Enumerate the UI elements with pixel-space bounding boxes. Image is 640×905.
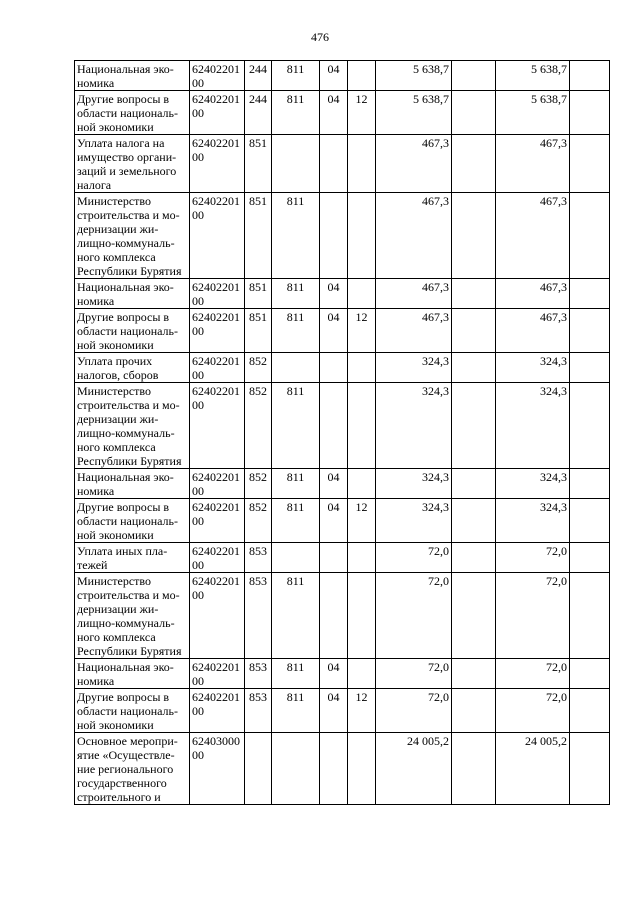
- cell-name: Уплата иных пла- тежей: [75, 543, 190, 573]
- cell-amount-1: 72,0: [376, 573, 452, 659]
- cell-name: Другие вопросы в области националь- ной экономики: [75, 91, 190, 135]
- cell-ministry-code: [272, 353, 320, 383]
- cell-expense-type: 851: [245, 193, 272, 279]
- cell-amount-1: 72,0: [376, 659, 452, 689]
- cell-section: [320, 135, 348, 193]
- cell-subsection: [348, 383, 376, 469]
- cell-amount-3: 5 638,7: [496, 61, 570, 91]
- cell-amount-4: [570, 469, 610, 499]
- cell-amount-4: [570, 279, 610, 309]
- cell-amount-1: 5 638,7: [376, 61, 452, 91]
- cell-name: Другие вопросы в области националь- ной экономики: [75, 309, 190, 353]
- cell-subsection: [348, 543, 376, 573]
- cell-target-code: 62402201 00: [190, 659, 245, 689]
- table-row: [75, 353, 610, 383]
- cell-name: Национальная эко- номика: [75, 659, 190, 689]
- cell-amount-1: 467,3: [376, 193, 452, 279]
- cell-amount-2: [452, 353, 496, 383]
- cell-amount-4: [570, 91, 610, 135]
- cell-expense-type: 852: [245, 469, 272, 499]
- cell-amount-3: 467,3: [496, 135, 570, 193]
- cell-amount-1: 324,3: [376, 383, 452, 469]
- cell-amount-1: 467,3: [376, 135, 452, 193]
- table-row: [75, 61, 610, 91]
- cell-subsection: [348, 279, 376, 309]
- cell-amount-2: [452, 733, 496, 805]
- cell-amount-1: 24 005,2: [376, 733, 452, 805]
- cell-section: [320, 733, 348, 805]
- cell-amount-3: 5 638,7: [496, 91, 570, 135]
- cell-name: Другие вопросы в области националь- ной экономики: [75, 689, 190, 733]
- table-row: [75, 279, 610, 309]
- cell-name: Основное меропри- ятие «Осуществле- ние регионального государственного строительного и: [75, 733, 190, 805]
- cell-amount-3: 72,0: [496, 543, 570, 573]
- table-row: [75, 543, 610, 573]
- cell-section: 04: [320, 499, 348, 543]
- cell-amount-3: 72,0: [496, 689, 570, 733]
- table-row: [75, 499, 610, 543]
- cell-amount-2: [452, 543, 496, 573]
- cell-target-code: 62402201 00: [190, 573, 245, 659]
- cell-target-code: 62402201 00: [190, 279, 245, 309]
- cell-subsection: 12: [348, 499, 376, 543]
- cell-expense-type: 853: [245, 543, 272, 573]
- cell-subsection: [348, 193, 376, 279]
- table-row: [75, 689, 610, 733]
- cell-section: [320, 353, 348, 383]
- page-number: 476: [311, 30, 329, 44]
- table-row: [75, 91, 610, 135]
- cell-amount-2: [452, 573, 496, 659]
- cell-expense-type: 852: [245, 383, 272, 469]
- cell-ministry-code: 811: [272, 61, 320, 91]
- cell-amount-3: 467,3: [496, 193, 570, 279]
- cell-amount-4: [570, 353, 610, 383]
- cell-amount-3: 324,3: [496, 383, 570, 469]
- table-row: [75, 135, 610, 193]
- cell-target-code: 62402201 00: [190, 469, 245, 499]
- cell-section: 04: [320, 659, 348, 689]
- cell-amount-4: [570, 573, 610, 659]
- cell-expense-type: 853: [245, 573, 272, 659]
- cell-expense-type: [245, 733, 272, 805]
- cell-name: Национальная эко- номика: [75, 469, 190, 499]
- cell-amount-1: 324,3: [376, 469, 452, 499]
- cell-subsection: [348, 573, 376, 659]
- cell-section: [320, 383, 348, 469]
- cell-name: Министерство строительства и мо- дернизации жи- лищно-коммуналь- ного комплекса Республики Бурятия: [75, 573, 190, 659]
- cell-target-code: 62402201 00: [190, 309, 245, 353]
- cell-subsection: [348, 61, 376, 91]
- cell-amount-4: [570, 383, 610, 469]
- cell-amount-1: 5 638,7: [376, 91, 452, 135]
- cell-target-code: 62403000 00: [190, 733, 245, 805]
- cell-amount-4: [570, 659, 610, 689]
- cell-amount-3: 467,3: [496, 279, 570, 309]
- cell-ministry-code: 811: [272, 659, 320, 689]
- cell-subsection: [348, 469, 376, 499]
- cell-name: Уплата налога на имущество органи- заций и земельного налога: [75, 135, 190, 193]
- cell-section: [320, 543, 348, 573]
- cell-subsection: 12: [348, 309, 376, 353]
- cell-target-code: 62402201 00: [190, 61, 245, 91]
- cell-amount-4: [570, 193, 610, 279]
- cell-amount-2: [452, 193, 496, 279]
- cell-name: Национальная эко- номика: [75, 61, 190, 91]
- cell-expense-type: 853: [245, 659, 272, 689]
- cell-section: [320, 193, 348, 279]
- cell-subsection: [348, 135, 376, 193]
- cell-amount-2: [452, 279, 496, 309]
- cell-section: 04: [320, 61, 348, 91]
- cell-amount-3: 324,3: [496, 469, 570, 499]
- cell-amount-1: 324,3: [376, 353, 452, 383]
- cell-section: 04: [320, 689, 348, 733]
- cell-expense-type: 852: [245, 353, 272, 383]
- cell-amount-3: 324,3: [496, 499, 570, 543]
- cell-subsection: [348, 659, 376, 689]
- cell-expense-type: 853: [245, 689, 272, 733]
- cell-amount-1: 467,3: [376, 279, 452, 309]
- cell-amount-2: [452, 309, 496, 353]
- table-row: [75, 469, 610, 499]
- cell-subsection: 12: [348, 689, 376, 733]
- cell-expense-type: 244: [245, 61, 272, 91]
- cell-expense-type: 851: [245, 279, 272, 309]
- cell-section: 04: [320, 309, 348, 353]
- cell-subsection: [348, 353, 376, 383]
- cell-amount-4: [570, 733, 610, 805]
- cell-name: Национальная эко- номика: [75, 279, 190, 309]
- cell-amount-1: 324,3: [376, 499, 452, 543]
- cell-target-code: 62402201 00: [190, 499, 245, 543]
- cell-name: Другие вопросы в области националь- ной экономики: [75, 499, 190, 543]
- cell-amount-3: 467,3: [496, 309, 570, 353]
- cell-target-code: 62402201 00: [190, 543, 245, 573]
- cell-amount-3: 324,3: [496, 353, 570, 383]
- cell-amount-2: [452, 91, 496, 135]
- cell-section: 04: [320, 469, 348, 499]
- cell-section: [320, 573, 348, 659]
- cell-ministry-code: 811: [272, 499, 320, 543]
- cell-target-code: 62402201 00: [190, 135, 245, 193]
- cell-ministry-code: 811: [272, 469, 320, 499]
- table-row: [75, 573, 610, 659]
- cell-ministry-code: 811: [272, 689, 320, 733]
- cell-ministry-code: 811: [272, 91, 320, 135]
- table-row: [75, 309, 610, 353]
- cell-expense-type: 851: [245, 135, 272, 193]
- cell-ministry-code: [272, 543, 320, 573]
- cell-amount-2: [452, 469, 496, 499]
- cell-amount-4: [570, 61, 610, 91]
- cell-expense-type: 852: [245, 499, 272, 543]
- cell-section: 04: [320, 279, 348, 309]
- cell-ministry-code: 811: [272, 193, 320, 279]
- cell-name: Министерство строительства и мо- дернизации жи- лищно-коммуналь- ного комплекса Республики Бурятия: [75, 383, 190, 469]
- cell-amount-1: 72,0: [376, 543, 452, 573]
- cell-amount-2: [452, 499, 496, 543]
- cell-amount-3: 72,0: [496, 573, 570, 659]
- cell-expense-type: 244: [245, 91, 272, 135]
- cell-ministry-code: 811: [272, 309, 320, 353]
- cell-amount-4: [570, 309, 610, 353]
- cell-target-code: 62402201 00: [190, 193, 245, 279]
- cell-amount-4: [570, 135, 610, 193]
- cell-amount-2: [452, 135, 496, 193]
- cell-amount-1: 72,0: [376, 689, 452, 733]
- table-row: [75, 733, 610, 805]
- cell-ministry-code: 811: [272, 279, 320, 309]
- cell-subsection: [348, 733, 376, 805]
- cell-amount-4: [570, 689, 610, 733]
- cell-name: Уплата прочих налогов, сборов: [75, 353, 190, 383]
- cell-section: 04: [320, 91, 348, 135]
- cell-amount-3: 24 005,2: [496, 733, 570, 805]
- cell-target-code: 62402201 00: [190, 91, 245, 135]
- table-row: [75, 383, 610, 469]
- cell-amount-2: [452, 383, 496, 469]
- table-row: [75, 659, 610, 689]
- cell-subsection: 12: [348, 91, 376, 135]
- cell-amount-2: [452, 689, 496, 733]
- cell-amount-1: 467,3: [376, 309, 452, 353]
- cell-amount-2: [452, 61, 496, 91]
- cell-ministry-code: 811: [272, 573, 320, 659]
- cell-amount-4: [570, 543, 610, 573]
- cell-ministry-code: 811: [272, 383, 320, 469]
- cell-name: Министерство строительства и мо- дернизации жи- лищно-коммуналь- ного комплекса Республики Бурятия: [75, 193, 190, 279]
- cell-amount-3: 72,0: [496, 659, 570, 689]
- table-body: [75, 61, 610, 805]
- cell-amount-4: [570, 499, 610, 543]
- cell-ministry-code: [272, 733, 320, 805]
- cell-expense-type: 851: [245, 309, 272, 353]
- budget-table: [74, 60, 610, 805]
- cell-ministry-code: [272, 135, 320, 193]
- table-row: [75, 193, 610, 279]
- cell-target-code: 62402201 00: [190, 353, 245, 383]
- cell-target-code: 62402201 00: [190, 689, 245, 733]
- cell-target-code: 62402201 00: [190, 383, 245, 469]
- cell-amount-2: [452, 659, 496, 689]
